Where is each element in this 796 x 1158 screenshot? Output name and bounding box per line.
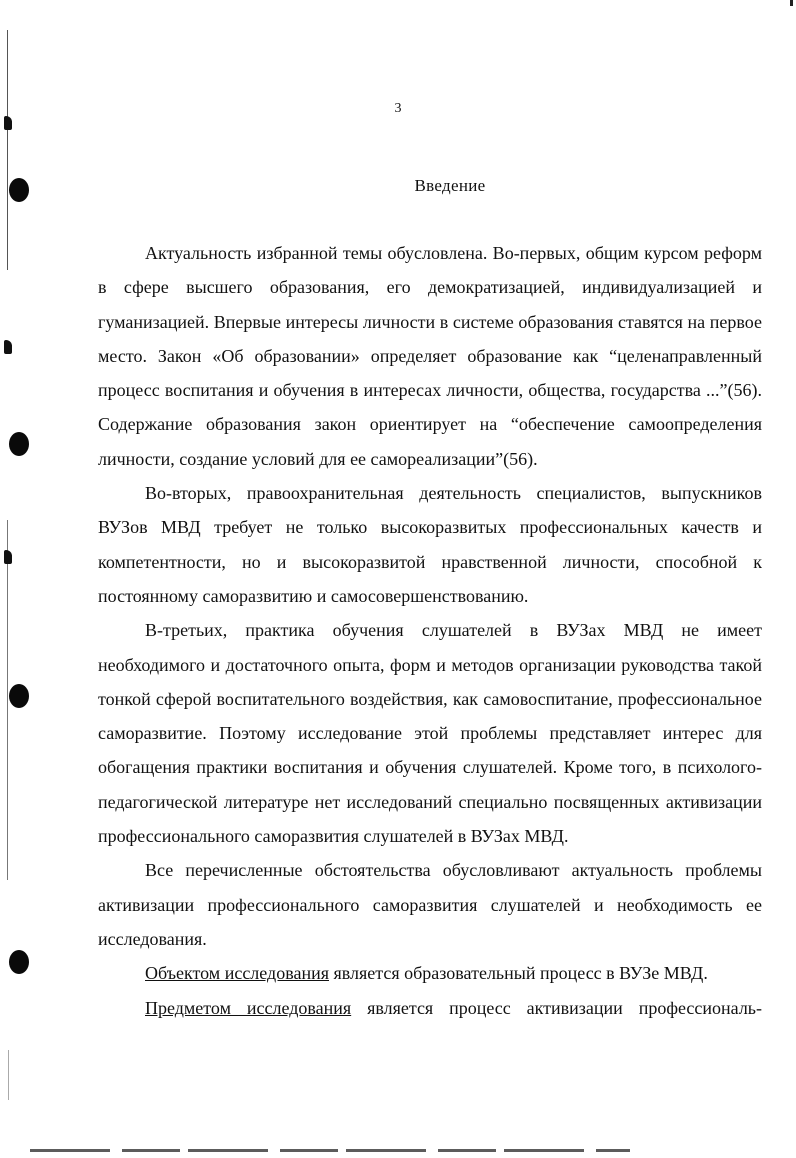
punch-hole <box>9 432 29 456</box>
scan-edge-line <box>7 520 8 880</box>
binding-mark <box>4 550 12 564</box>
paragraph-subject <box>98 991 762 1025</box>
document-body <box>98 236 762 1025</box>
scan-bottom-artifact <box>30 1149 630 1152</box>
object-text: является образовательный процесс в ВУЗе МВД. <box>329 963 708 984</box>
paragraph-object <box>98 956 762 990</box>
paragraph-second: Во-вторых, правоохранительная деятельность специалистов, выпускников ВУЗов МВД требует не только высокоразвитых профессиональных качеств и компетентности, но и высокоразвитой нравственной личности, способной к постоянному саморазвитию и самосовершенствованию. <box>98 483 762 606</box>
paragraph-third: В-третьих, практика обучения слушателей в ВУЗах МВД не имеет необходимого и достаточного опыта, форм и методов организации руководства такой тонкой сферой воспитательного воздействия, как самовоспитание, профессиональное саморазвитие. Поэтому исследование этой проблемы представляет интерес для обогащения практики воспитания и обучения слушателей. Кроме того, в психолого-педагогической литературе нет исследований специально посвященных активизации профессионального саморазвития слушателей в ВУЗах МВД. <box>98 620 762 847</box>
scan-edge-line <box>7 30 8 270</box>
paragraph-summary: Все перечисленные обстоятельства обусловливают актуальность проблемы активизации профессионального саморазвития слушателей и необходимость ее исследования. <box>98 860 762 949</box>
object-label: Объектом исследования <box>145 963 329 984</box>
binding-mark <box>4 340 12 354</box>
binding-mark <box>4 116 12 130</box>
punch-hole <box>9 684 29 708</box>
page-number: 3 <box>394 101 402 116</box>
scan-edge-line <box>8 1050 9 1100</box>
paragraph-relevance: Актуальность избранной темы обусловлена. Во-первых, общим курсом реформ в сфере высшего образования, его демократизацией, индивидуализацией и гуманизацией. Впервые интересы личности в системе образования ставятся на первое место. Закон «Об образовании» определяет образование как “целенаправленный процесс воспитания и обучения в интересах личности, общества, государства ...”(56). Содержание образования закон ориентирует на “обеспечение самоопределения личности, создание условий для ее самореализации”(56). <box>98 243 762 469</box>
corner-tick <box>790 0 793 6</box>
page-title: Введение <box>414 176 486 195</box>
subject-text: является процесс активизации профессиональ- <box>351 997 763 1018</box>
subject-label: Предметом исследования <box>145 997 352 1018</box>
punch-hole <box>9 950 29 974</box>
